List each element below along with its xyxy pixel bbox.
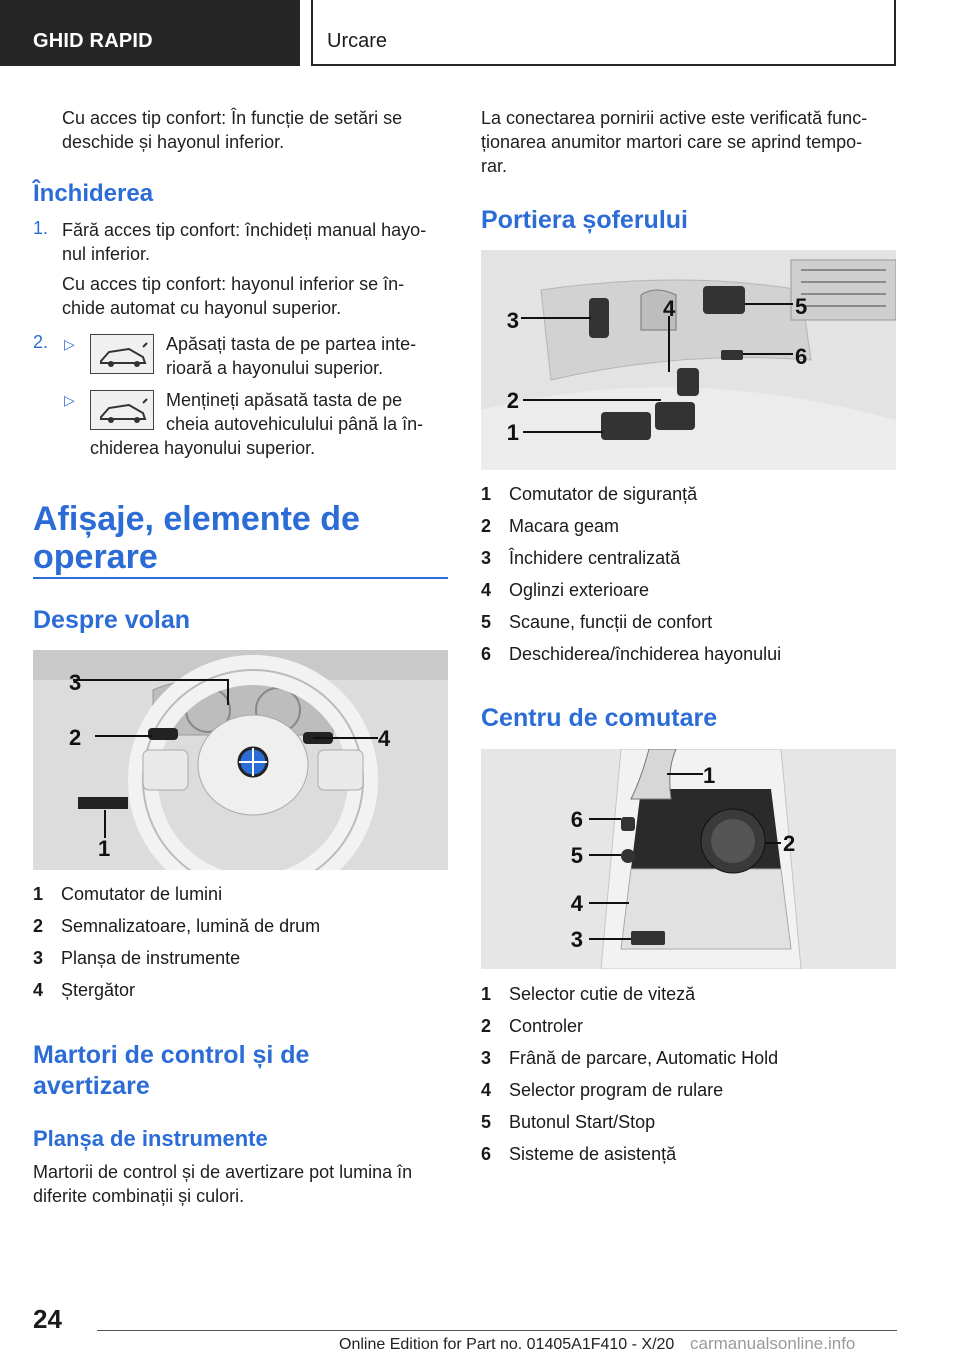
section-title: Afișaje, elemente de operare [33, 500, 360, 576]
closing-title: Închiderea [33, 180, 154, 207]
console-callout-1: 1 [703, 763, 716, 788]
page-number: 24 [33, 1304, 62, 1334]
bullet-triangle-icon: ▷ [64, 392, 75, 408]
door-callout-5: 5 [795, 294, 808, 319]
console-callout-5: 5 [570, 843, 583, 868]
step-2b-text: Mențineți apăsată tasta de pe cheia autovehiculului până la în- [166, 390, 424, 434]
header-section-tab: GHID RAPID [0, 0, 300, 66]
step-2-number: 2. [33, 332, 49, 352]
steering-callout-2: 2 [69, 725, 82, 750]
driver-door-image [481, 250, 896, 470]
header-chapter-tab: Urcare [311, 0, 896, 66]
step-1b-text: Cu acces tip confort: hayonul inferior se în- chide automat cu hayonul superior. [62, 274, 405, 318]
console-callout-2: 2 [783, 831, 796, 856]
footer-divider [97, 1330, 897, 1331]
steering-callout-3: 3 [69, 670, 82, 695]
console-title: Centru de comutare [481, 704, 718, 732]
center-console-image [481, 749, 896, 969]
step-1-text: Fără acces tip confort: închideți manual hayo- nul inferior. [62, 220, 427, 264]
steering-title: Despre volan [33, 606, 191, 634]
warning-lights-title: Martori de control și de avertizare [33, 1041, 310, 1100]
console-callout-4: 4 [570, 891, 583, 916]
door-callout-1: 1 [506, 420, 519, 445]
tailgate-button-icon [90, 334, 154, 374]
section-divider [33, 577, 448, 579]
console-callout-6: 6 [570, 807, 583, 832]
steering-wheel-image [33, 650, 448, 870]
key-tailgate-button-icon [90, 390, 154, 430]
door-callout-3: 3 [506, 308, 519, 333]
step-2a-text: Apăsați tasta de pe partea inte- rioară a hayonului superior. [166, 334, 417, 378]
cluster-text: Martorii de control și de avertizare pot lumina în diferite combinații și culori. [33, 1162, 413, 1206]
steering-callout-4: 4 [378, 726, 391, 751]
step-1-number: 1. [33, 218, 49, 238]
cluster-subtitle: Planșa de instrumente [33, 1126, 268, 1151]
footer-edition: Online Edition for Part no. 01405A1F410 - X/20 [339, 1336, 675, 1353]
watermark: carmanualsonline.info [690, 1334, 856, 1353]
door-callout-2: 2 [506, 388, 519, 413]
driver-door-title: Portiera șoferului [481, 206, 688, 234]
step-2b-text-cont: chiderea hayonului superior. [90, 438, 316, 458]
bullet-triangle-icon: ▷ [64, 336, 75, 352]
steering-callout-1: 1 [98, 836, 111, 861]
console-callout-3: 3 [570, 927, 583, 952]
intro-text: Cu acces tip confort: În funcție de setări se deschide și hayonul inferior. [62, 108, 403, 152]
door-callout-4: 4 [663, 296, 676, 321]
door-callout-6: 6 [795, 344, 808, 369]
right-intro-text: La conectarea pornirii active este verificată func- ționarea anumitor martori care se aprind tempo- rar. [481, 108, 868, 176]
